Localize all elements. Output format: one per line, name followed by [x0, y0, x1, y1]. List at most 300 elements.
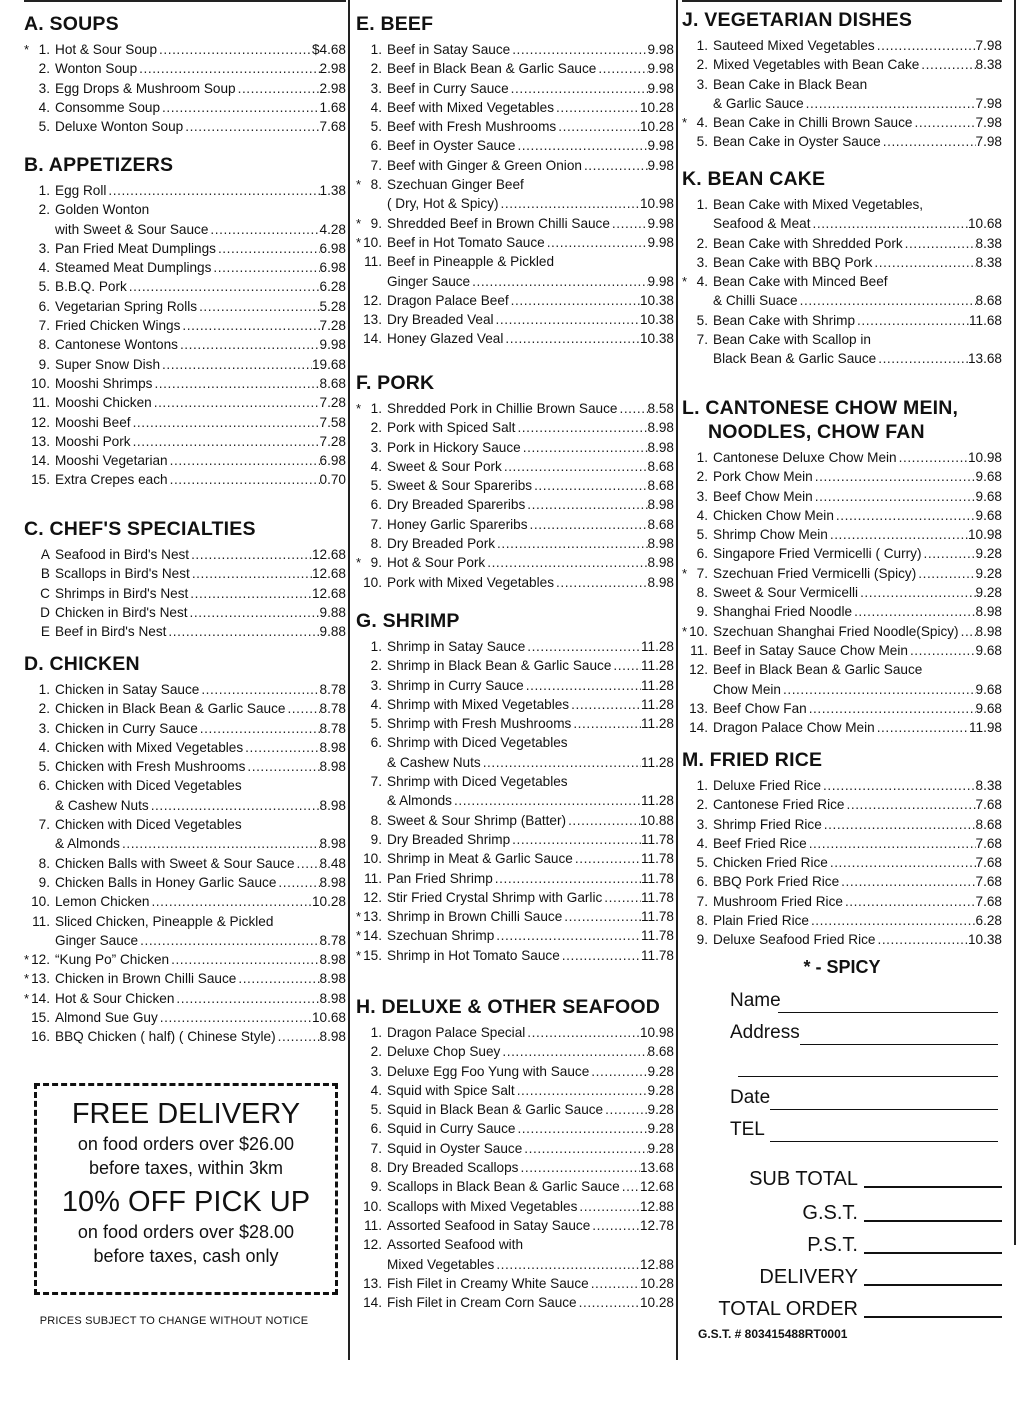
item-name: Beef with Fresh Mushrooms — [387, 119, 557, 135]
price-notice: PRICES SUBJECT TO CHANGE WITHOUT NOTICE — [39, 1315, 309, 1327]
menu-item — [356, 888, 674, 907]
item-number: 15. — [31, 1010, 50, 1026]
dot-leader — [554, 573, 648, 592]
dot-leader — [509, 291, 640, 310]
menu-item — [356, 252, 674, 271]
item-price: 12.88 — [639, 1256, 674, 1272]
pst-row[interactable] — [702, 1230, 1002, 1260]
spicy-marker: * — [682, 565, 688, 581]
menu-item — [24, 297, 346, 316]
address-line[interactable] — [800, 1044, 998, 1045]
dot-leader — [573, 849, 641, 868]
item-name: Hot & Sour Chicken — [55, 990, 175, 1006]
item-price: 7.98 — [975, 38, 1002, 53]
dot-leader — [876, 349, 968, 368]
item-name: Fish Filet in Cream Corn Sauce — [387, 1295, 577, 1311]
item-price: 12.88 — [639, 1198, 674, 1214]
section-title — [682, 748, 1002, 772]
section-title-text: G. SHRIMP — [356, 610, 460, 632]
item-number: 10. — [31, 375, 50, 391]
item-name: Bean Cake in Oyster Sauce — [713, 134, 881, 150]
dot-leader — [285, 699, 319, 718]
item-number: 1. — [696, 450, 708, 465]
item-name: Shrimp with Mixed Vegetables — [387, 696, 570, 712]
menu-item — [682, 113, 1002, 132]
dot-leader — [525, 637, 641, 656]
item-number: 1. — [370, 42, 382, 57]
item-number: 9. — [370, 215, 382, 231]
dot-leader — [582, 156, 648, 175]
dot-leader — [499, 194, 640, 213]
menu-item — [356, 156, 674, 175]
item-name: Chicken in Curry Sauce — [55, 720, 198, 736]
menu-item — [682, 583, 1002, 602]
gst-row[interactable] — [702, 1198, 1002, 1228]
item-name: & Almonds — [55, 836, 120, 852]
subtotal-label: SUB TOTAL — [749, 1168, 858, 1190]
item-number: 4. — [370, 99, 382, 115]
menu-item — [682, 911, 1002, 930]
item-number: 9. — [38, 874, 50, 890]
item-number: 13. — [363, 312, 382, 328]
item-name: Super Snow Dish — [55, 356, 161, 372]
item-price: 7.68 — [975, 874, 1002, 890]
dot-leader — [510, 40, 647, 59]
item-name: Sweet & Sour Vermicelli — [713, 585, 859, 601]
item-price: 8.48 — [319, 855, 346, 871]
item-number: 6. — [696, 546, 708, 562]
item-name: Ginger Sauce — [55, 932, 139, 948]
item-number: 5. — [696, 855, 708, 871]
item-number: 7. — [696, 565, 708, 581]
section-title — [682, 396, 1002, 444]
item-name: Dry Breaded Pork — [387, 536, 496, 552]
item-name: Chow Mein — [713, 681, 781, 697]
dot-leader — [127, 277, 320, 296]
menu-column-1 — [24, 0, 346, 1368]
item-price: 10.38 — [639, 331, 674, 347]
menu-item — [682, 622, 1002, 641]
item-name: Chicken Chow Mein — [713, 507, 834, 523]
item-name: Shrimp with Diced Vegetables — [387, 774, 568, 790]
item-price: 9.68 — [975, 488, 1002, 504]
menu-item — [24, 335, 346, 354]
promo-delivery-minimum: on food orders over $26.00 — [77, 1134, 295, 1154]
menu-item — [682, 75, 1002, 94]
item-price: 8.38 — [975, 235, 1002, 251]
item-number: 4. — [38, 260, 50, 276]
dot-leader — [131, 413, 320, 432]
item-number: 2. — [696, 797, 708, 813]
item-name: Scallops in Bird's Nest — [55, 566, 190, 582]
item-number: 5. — [370, 1102, 382, 1118]
item-name: Wonton Soup — [55, 61, 138, 77]
menu-item — [356, 1081, 674, 1100]
column-divider-right — [676, 0, 678, 1360]
section-title-text: D. CHICKEN — [24, 653, 140, 675]
item-name: with Sweet & Sour Sauce — [55, 221, 209, 237]
item-price: 2.98 — [319, 61, 346, 77]
item-number: 9. — [696, 932, 708, 948]
menu-item — [356, 573, 674, 592]
total-order-line[interactable] — [864, 1316, 1002, 1318]
menu-item — [682, 291, 1002, 310]
item-number: 4. — [696, 507, 708, 523]
dot-leader — [518, 1158, 639, 1177]
dot-leader — [174, 989, 319, 1008]
item-price: 9.28 — [975, 565, 1002, 581]
menu-item — [24, 470, 346, 489]
item-number: C — [40, 585, 50, 601]
delivery-row[interactable] — [702, 1262, 1002, 1292]
item-name: Chicken with Diced Vegetables — [55, 778, 242, 794]
menu-item — [356, 1100, 674, 1119]
item-name: Mixed Vegetables with Bean Cake — [713, 57, 920, 73]
menu-item — [24, 719, 346, 738]
dot-leader — [959, 622, 976, 641]
item-number: 5. — [370, 478, 382, 494]
menu-item — [682, 36, 1002, 55]
dot-leader — [525, 495, 647, 514]
subtotal-line[interactable] — [864, 1186, 1002, 1188]
item-price: 11.78 — [640, 928, 674, 944]
dot-leader — [834, 506, 976, 525]
dot-leader — [524, 676, 641, 695]
item-name: Lemon Chicken — [55, 894, 150, 910]
item-name: Almond Sue Guy — [55, 1010, 158, 1026]
item-number: 12. — [31, 414, 50, 430]
item-name: Plain Fried Rice — [713, 913, 809, 929]
dot-leader — [855, 311, 969, 330]
item-price: 10.38 — [639, 312, 674, 328]
item-number: 13. — [31, 971, 50, 987]
tel-line[interactable] — [770, 1141, 998, 1142]
item-price: 9.28 — [647, 1121, 674, 1137]
item-name: Deluxe Wonton Soup — [55, 119, 184, 135]
item-number: 3. — [696, 254, 708, 270]
menu-item — [24, 220, 346, 239]
dot-leader — [236, 79, 320, 98]
spicy-marker: * — [682, 115, 688, 131]
item-name: Shrimp in Hot Tomato Sauce — [387, 947, 560, 963]
item-name: Extra Crepes each — [55, 472, 168, 488]
item-number: 4. — [696, 274, 708, 290]
dot-leader — [577, 1293, 640, 1312]
item-number: 2. — [38, 61, 50, 77]
item-number: 2. — [38, 202, 50, 218]
item-name: & Chilli Suace — [713, 293, 798, 309]
menu-item — [356, 1235, 674, 1254]
total-order-label: TOTAL ORDER — [718, 1298, 858, 1320]
item-number: 15. — [31, 472, 50, 488]
menu-item — [356, 849, 674, 868]
item-number: 6. — [370, 497, 382, 513]
item-number: 1. — [370, 401, 382, 416]
dot-leader — [208, 220, 319, 239]
item-number: 8. — [370, 812, 382, 828]
menu-item — [24, 776, 346, 795]
item-name: Szechuan Fried Vermicelli (Spicy) — [713, 565, 917, 581]
subtotal-row[interactable] — [702, 1164, 1002, 1194]
item-number: 12. — [363, 1237, 382, 1253]
dot-leader — [509, 79, 648, 98]
section-title — [24, 12, 346, 36]
delivery-line[interactable] — [864, 1284, 1002, 1286]
section-title — [356, 609, 674, 633]
item-price: 9.68 — [975, 642, 1002, 658]
menu-item — [24, 931, 346, 950]
item-price: 11.28 — [640, 658, 674, 674]
item-number: 11. — [690, 642, 708, 658]
dot-leader — [828, 853, 976, 872]
item-price: 0.70 — [319, 472, 346, 488]
dot-leader — [515, 1119, 647, 1138]
item-number: 1. — [696, 197, 708, 212]
menu-item — [682, 467, 1002, 486]
item-name: Deluxe Seafood Fried Rice — [713, 932, 876, 948]
menu-item — [356, 136, 674, 155]
item-name: Pork Chow Mein — [713, 469, 813, 485]
menu-item — [682, 349, 1002, 368]
item-name: Dry Breaded Shrimp — [387, 831, 511, 847]
menu-item — [356, 418, 674, 437]
item-name: Chicken in Black Bean & Garlic Sauce — [55, 701, 286, 717]
item-name: Honey Glazed Veal — [387, 331, 504, 347]
page-edge-right — [1014, 0, 1016, 1245]
item-name: & Cashew Nuts — [55, 797, 149, 813]
section-title — [24, 652, 346, 676]
menu-item — [356, 869, 674, 888]
item-name: BBQ Pork Fried Rice — [713, 874, 840, 890]
item-name: Assorted Seafood in Satay Sauce — [387, 1217, 591, 1233]
name-field[interactable] — [730, 989, 998, 1015]
item-number: 2. — [696, 469, 708, 485]
pst-label: P.S.T. — [807, 1234, 858, 1256]
dot-leader — [596, 59, 647, 78]
item-number: 3. — [696, 816, 708, 832]
dot-leader — [502, 457, 648, 476]
menu-item — [682, 214, 1002, 233]
item-name: Shrimp in Satay Sauce — [387, 639, 526, 654]
dot-leader — [481, 753, 641, 772]
dot-leader — [560, 946, 641, 965]
dot-leader — [922, 544, 976, 563]
date-line[interactable] — [770, 1109, 998, 1110]
item-price: 8.98 — [975, 604, 1002, 620]
address-label: Address — [730, 1022, 800, 1043]
item-number: 7. — [370, 1140, 382, 1156]
item-name: & Garlic Sauce — [713, 95, 804, 111]
item-number: 13. — [363, 909, 382, 925]
item-price: 12.78 — [639, 1217, 674, 1233]
item-price: 8.98 — [647, 555, 674, 571]
item-price: 7.98 — [975, 95, 1002, 111]
item-price: 11.28 — [640, 754, 674, 770]
spicy-marker: * — [682, 623, 688, 639]
menu-item — [356, 457, 674, 476]
dot-leader — [169, 950, 319, 969]
menu-item — [24, 796, 346, 815]
menu-item — [682, 195, 1002, 214]
item-price: 8.98 — [319, 990, 346, 1006]
item-price: 7.98 — [975, 134, 1002, 150]
item-price: 9.28 — [647, 1063, 674, 1079]
item-name: Pork in Hickory Sauce — [387, 439, 521, 455]
item-name: Sweet & Sour Shrimp (Batter) — [387, 812, 567, 828]
item-name: Beef in Black Bean & Garlic Sauce — [387, 61, 597, 77]
item-number: 2. — [370, 658, 382, 674]
total-order-row[interactable] — [702, 1294, 1002, 1324]
dot-leader — [485, 553, 647, 572]
dot-leader — [160, 355, 312, 374]
item-name: BBQ Chicken ( half) ( Chinese Style) — [55, 1029, 276, 1045]
pst-line[interactable] — [864, 1252, 1002, 1254]
item-name: Egg Roll — [55, 183, 107, 198]
dot-leader — [807, 834, 976, 853]
item-name: Mooshi Shrimps — [55, 375, 153, 391]
item-name: Beef Fried Rice — [713, 835, 807, 851]
item-price: 10.98 — [967, 450, 1002, 465]
promo-pickup-terms: before taxes, cash only — [93, 1246, 279, 1266]
menu-item — [24, 239, 346, 258]
item-name: Beef in Satay Sauce Chow Mein — [713, 642, 908, 658]
item-number: 7. — [38, 817, 50, 833]
item-number: 3. — [370, 80, 382, 96]
item-name: Bean Cake in Black Bean — [713, 76, 868, 92]
menu-item — [356, 695, 674, 714]
item-name: Stir Fried Crystal Shrimp with Garlic — [387, 889, 603, 905]
menu-item — [356, 553, 674, 572]
address-field-2[interactable] — [730, 1053, 998, 1079]
item-number: 9. — [370, 555, 382, 571]
menu-item — [682, 699, 1002, 718]
dot-leader — [120, 834, 320, 853]
item-name: Mooshi Chicken — [55, 395, 152, 411]
item-number: 14. — [689, 720, 708, 736]
item-name: Sweet & Sour Spareribs — [387, 478, 533, 494]
dot-leader — [528, 515, 648, 534]
section-chow-mein — [682, 396, 1002, 737]
dot-leader — [166, 622, 319, 641]
menu-item — [24, 451, 346, 470]
menu-item — [24, 892, 346, 911]
dot-leader — [875, 930, 968, 949]
item-number: 4. — [370, 696, 382, 712]
item-name: ( Dry, Hot & Spicy) — [387, 196, 499, 212]
item-name: Dragon Palace Chow Mein — [713, 720, 875, 736]
item-number: D — [40, 604, 50, 620]
dot-leader — [804, 94, 976, 113]
item-price: 12.68 — [311, 547, 346, 562]
date-field[interactable] — [730, 1086, 998, 1112]
dot-leader — [781, 680, 976, 699]
item-name: Pan Fried Meat Dumplings — [55, 240, 216, 256]
dot-leader — [180, 316, 319, 335]
dot-leader — [919, 55, 975, 74]
item-name: Shrimp with Diced Vegetables — [387, 735, 568, 751]
menu-item — [356, 272, 674, 291]
item-number: 13. — [363, 1275, 382, 1291]
item-price: 7.68 — [975, 797, 1002, 813]
address-line-2[interactable] — [738, 1076, 998, 1077]
menu-item — [356, 117, 674, 136]
item-number: 5. — [38, 759, 50, 775]
dot-leader — [236, 969, 319, 988]
section-title-text: H. DELUXE & OTHER SEAFOOD — [356, 996, 661, 1018]
dot-leader — [149, 892, 312, 911]
dot-leader — [569, 695, 641, 714]
item-price: 8.98 — [319, 971, 346, 987]
item-price: 9.88 — [319, 604, 346, 620]
item-number: 7. — [370, 516, 382, 532]
item-name: Chicken in Bird's Nest — [55, 604, 188, 620]
item-price: 7.28 — [319, 318, 346, 334]
item-name: Chicken in Brown Chilli Sauce — [55, 971, 237, 987]
menu-item — [24, 200, 346, 219]
item-number: 5. — [696, 527, 708, 543]
address-field[interactable] — [730, 1021, 998, 1047]
menu-item — [356, 1255, 674, 1274]
item-number: 5. — [696, 312, 708, 328]
menu-item — [24, 912, 346, 931]
spicy-marker: * — [356, 947, 362, 963]
dot-leader — [178, 335, 320, 354]
menu-item — [356, 811, 674, 830]
item-name: Pan Fried Shrimp — [387, 870, 493, 886]
promo-free-delivery: FREE DELIVERY — [71, 1098, 301, 1130]
tel-field[interactable] — [730, 1118, 998, 1144]
column-divider-left — [348, 0, 350, 1360]
section-title-text: E. BEEF — [356, 13, 434, 35]
item-number: 3. — [370, 677, 382, 693]
dot-leader — [811, 214, 968, 233]
name-line[interactable] — [778, 1012, 998, 1013]
menu-item — [24, 181, 346, 200]
dot-leader — [617, 399, 647, 418]
item-price: 10.98 — [639, 196, 674, 212]
menu-item — [356, 214, 674, 233]
gst-number: G.S.T. # 803415488RT0001 — [698, 1327, 848, 1341]
item-price: 6.28 — [975, 913, 1002, 929]
item-name: Honey Garlic Spareribs — [387, 516, 528, 532]
item-price: 6.98 — [319, 453, 346, 469]
menu-item — [24, 117, 346, 136]
menu-column-3 — [682, 0, 1002, 1368]
item-name: Chicken Balls in Honey Garlic Sauce — [55, 874, 277, 890]
menu-item — [356, 791, 674, 810]
menu-item — [356, 438, 674, 457]
item-number: 10. — [689, 623, 708, 639]
menu-item — [356, 194, 674, 213]
dot-leader — [522, 1139, 647, 1158]
dot-leader — [157, 40, 312, 59]
item-number: 1. — [38, 682, 50, 697]
item-price: 7.68 — [975, 835, 1002, 851]
item-price: 9.68 — [975, 469, 1002, 485]
item-name: Deluxe Egg Foo Yung with Sauce — [387, 1063, 590, 1079]
dot-leader — [577, 1197, 640, 1216]
item-name: Beef in Oyster Sauce — [387, 138, 516, 154]
menu-item — [682, 55, 1002, 74]
item-price: 13.68 — [639, 1160, 674, 1176]
item-number: 1. — [38, 183, 50, 198]
item-name: Beef in Hot Tomato Sauce — [387, 234, 545, 250]
gst-line[interactable] — [864, 1220, 1002, 1222]
section-title-line-2: NOODLES, CHOW FAN — [708, 421, 925, 443]
section-vegetarian — [682, 8, 1002, 152]
item-number: 3. — [370, 1063, 382, 1079]
item-price: 9.68 — [975, 681, 1002, 697]
